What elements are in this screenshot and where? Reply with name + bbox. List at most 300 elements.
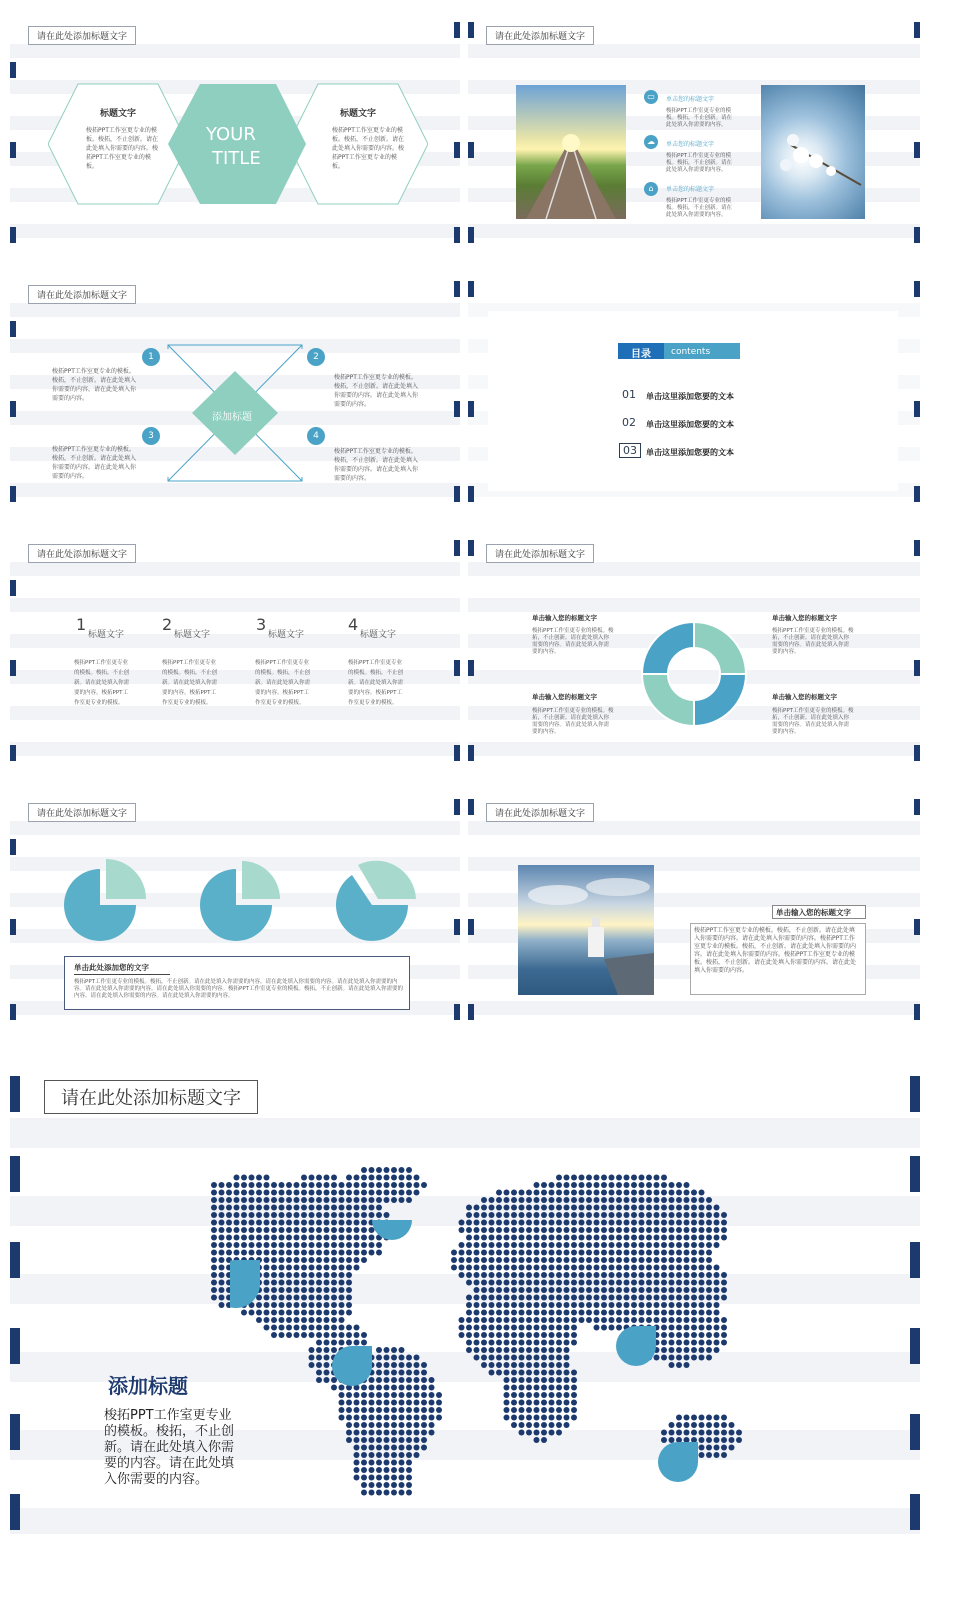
map-dot xyxy=(211,1190,217,1196)
map-dot xyxy=(249,1190,255,1196)
map-dot xyxy=(249,1182,255,1188)
map-dot xyxy=(601,1190,607,1196)
map-dot xyxy=(226,1190,232,1196)
map-dot xyxy=(211,1287,217,1293)
map-pin-4 xyxy=(616,1326,656,1366)
map-dot xyxy=(211,1227,217,1233)
map-dot xyxy=(406,1197,412,1203)
car-icon: ▭ xyxy=(644,90,658,104)
map-dot xyxy=(654,1175,660,1181)
text-box-body: 梭拓PPT工作室更专业的模板。梭拓，不止创新。请在此处填入你需要的内容。请在此处填入你需要的内容。请在此处填入你需要的内容。请在此处填入你需要的内容。请在此处填入你需要的内容。梭拓PPT工作室更专业的模板。梭拓，不止创新。请在此处填入你需要的内容。请在此处填入你需要的内容。请在此处填入你需要的内容。 xyxy=(74,979,403,999)
map-dot xyxy=(594,1175,600,1181)
map-dot xyxy=(511,1197,517,1203)
map-dot xyxy=(241,1190,247,1196)
map-dot xyxy=(504,1190,510,1196)
map-dot xyxy=(399,1175,405,1181)
map-dot xyxy=(211,1212,217,1218)
ring-item-body-4: 梭拓PPT工作室更专业的模板。梭拓，不止创新。请在此处填入你需要的内容。请在此处填入你需要的内容。 xyxy=(772,708,854,735)
col-num-1: 1 xyxy=(76,615,87,634)
map-dot xyxy=(631,1197,637,1203)
map-dot xyxy=(361,1167,367,1173)
map-dot xyxy=(616,1197,622,1203)
map-dot xyxy=(631,1182,637,1188)
map-dot xyxy=(219,1235,225,1241)
toc-heading: 目录 xyxy=(631,349,651,360)
map-dot xyxy=(219,1295,225,1301)
map-heading: 添加标题 xyxy=(108,1374,188,1398)
map-dot xyxy=(489,1197,495,1203)
item-title: 单击您的标题文字 xyxy=(666,141,715,148)
right-hex-title: 标题文字 xyxy=(340,109,377,119)
map-dot xyxy=(631,1190,637,1196)
map-dot xyxy=(601,1197,607,1203)
map-dot xyxy=(549,1182,555,1188)
map-dot xyxy=(399,1167,405,1173)
map-dot xyxy=(316,1197,322,1203)
quad-body-2: 梭拓PPT工作室更专业的模板。梭拓，不止创新。请在此处填入你需要的内容。请在此处填入你需要的内容。 xyxy=(334,374,419,408)
map-dot xyxy=(676,1197,682,1203)
map-dot xyxy=(579,1190,585,1196)
center-title-line2: TITLE xyxy=(212,148,261,169)
map-dot xyxy=(384,1175,390,1181)
slide-5 xyxy=(10,540,460,767)
map-dot xyxy=(571,1182,577,1188)
map-dot xyxy=(609,1175,615,1181)
map-dot xyxy=(661,1197,667,1203)
map-dot xyxy=(369,1167,375,1173)
map-dot xyxy=(316,1182,322,1188)
map-dot xyxy=(646,1190,652,1196)
map-pin-2 xyxy=(372,1220,412,1240)
toc-num-3: 03 xyxy=(619,443,641,458)
col-body-2: 梭拓PPT工作室更专业的模板。梭拓，不止创新。请在此处填入你需要的内容。梭拓PPT工作室更专业的模板。 xyxy=(162,660,218,706)
map-dot xyxy=(256,1175,262,1181)
slide-9 xyxy=(10,1070,920,1534)
badge-1: 1 xyxy=(142,348,160,366)
ring-item-title-2: 单击输入您的标题文字 xyxy=(772,614,837,622)
map-dot xyxy=(211,1257,217,1263)
map-dot xyxy=(294,1197,300,1203)
quad-body-1: 梭拓PPT工作室更专业的模板。梭拓，不止创新。请在此处填入你需要的内容。请在此处填入你需要的内容。 xyxy=(52,368,137,402)
map-dot xyxy=(301,1190,307,1196)
map-dot xyxy=(639,1182,645,1188)
map-dot xyxy=(219,1242,225,1248)
slide-8 xyxy=(468,799,920,1026)
map-dot xyxy=(219,1190,225,1196)
map-dot xyxy=(391,1167,397,1173)
toc-num-1: 01 xyxy=(622,388,636,401)
map-dot xyxy=(369,1197,375,1203)
ring-item-body-1: 梭拓PPT工作室更专业的模板。梭拓，不止创新。请在此处填入你需要的内容。请在此处填入你需要的内容。 xyxy=(532,628,614,655)
map-dot xyxy=(384,1167,390,1173)
map-dot xyxy=(286,1197,292,1203)
map-dot xyxy=(264,1190,270,1196)
badge-4: 4 xyxy=(307,427,325,445)
text-box-title[interactable]: 单击此处添加您的文字 xyxy=(74,963,149,972)
side-body: 梭拓PPT工作室更专业的模板。梭拓，不止创新。请在此处填入你需要的内容。请在此处填入你需要的内容。梭拓PPT工作室更专业的模板。梭拓，不止创新。请在此处填入你需要的内容。请在此处填入你需要的内容。梭拓PPT工作室更专业的模板。梭拓，不止创新。请在此处填入你需要的内容。请在此处填入你需要的内容。 xyxy=(694,927,857,974)
map-dot xyxy=(661,1182,667,1188)
blossom-photo xyxy=(761,85,865,219)
map-dot xyxy=(339,1197,345,1203)
map-dot xyxy=(534,1197,540,1203)
map-dot xyxy=(399,1182,405,1188)
map-dot xyxy=(564,1175,570,1181)
map-dot xyxy=(496,1190,502,1196)
col-title-4: 标题文字 xyxy=(360,630,397,640)
map-dot xyxy=(421,1182,427,1188)
left-hex-body: 梭拓PPT工作室更专业的模板。梭拓，不止创新。请在此处填入你需要的内容。梭拓PPT工作室更专业的模板。 xyxy=(86,127,159,170)
map-dot xyxy=(316,1175,322,1181)
toc-item-1[interactable]: 单击这里添加您要的文本 xyxy=(646,392,734,401)
map-dot xyxy=(406,1190,412,1196)
map-dot xyxy=(271,1197,277,1203)
slide-title-tag[interactable]: 请在此处添加标题文字 xyxy=(486,26,594,45)
map-dot xyxy=(391,1197,397,1203)
map-dot xyxy=(256,1197,262,1203)
map-dot xyxy=(211,1280,217,1286)
side-title: 单击输入您的标题文字 xyxy=(776,908,851,917)
map-dot xyxy=(526,1197,532,1203)
col-body-3: 梭拓PPT工作室更专业的模板。梭拓，不止创新。请在此处填入你需要的内容。梭拓PPT工作室更专业的模板。 xyxy=(255,660,311,706)
map-dot xyxy=(219,1182,225,1188)
map-dot xyxy=(571,1190,577,1196)
map-dot xyxy=(346,1190,352,1196)
map-dot xyxy=(541,1197,547,1203)
map-dot xyxy=(616,1175,622,1181)
map-dot xyxy=(211,1250,217,1256)
map-dot xyxy=(376,1175,382,1181)
ring-item-body-3: 梭拓PPT工作室更专业的模板。梭拓，不止创新。请在此处填入你需要的内容。请在此处填入你需要的内容。 xyxy=(532,708,614,735)
map-dot xyxy=(384,1182,390,1188)
item-body: 梭拓PPT工作室更专业的模板。梭拓，不止创新。请在此处填入你需要的内容。 xyxy=(666,153,733,173)
map-dot xyxy=(594,1190,600,1196)
map-dot xyxy=(226,1182,232,1188)
map-dot xyxy=(654,1197,660,1203)
map-dot xyxy=(496,1197,502,1203)
col-num-2: 2 xyxy=(162,615,173,634)
map-dot xyxy=(624,1190,630,1196)
map-dot xyxy=(534,1190,540,1196)
map-dot xyxy=(391,1190,397,1196)
map-dot xyxy=(654,1190,660,1196)
map-dot xyxy=(586,1190,592,1196)
ring-item-title-4: 单击输入您的标题文字 xyxy=(772,693,837,701)
map-dot xyxy=(271,1182,277,1188)
map-dot xyxy=(264,1175,270,1181)
map-dot xyxy=(219,1272,225,1278)
item-body: 梭拓PPT工作室更专业的模板。梭拓，不止创新。请在此处填入你需要的内容。 xyxy=(666,198,733,218)
map-dot xyxy=(571,1197,577,1203)
slide-4 xyxy=(468,281,920,508)
map-dot xyxy=(346,1197,352,1203)
harbor-photo xyxy=(518,865,654,995)
left-hex-title: 标题文字 xyxy=(100,109,137,119)
slide-title-tag[interactable]: 请在此处添加标题文字 xyxy=(28,803,136,822)
map-dot xyxy=(354,1197,360,1203)
map-dot xyxy=(211,1235,217,1241)
col-title-2: 标题文字 xyxy=(174,630,211,640)
map-dot xyxy=(684,1182,690,1188)
map-dot xyxy=(369,1190,375,1196)
map-dot xyxy=(211,1242,217,1248)
map-dot xyxy=(219,1197,225,1203)
map-dot xyxy=(684,1190,690,1196)
map-dot xyxy=(511,1190,517,1196)
map-dot xyxy=(331,1175,337,1181)
map-dot xyxy=(699,1197,705,1203)
slide-title-tag[interactable]: 请在此处添加标题文字 xyxy=(28,285,136,304)
slide-2 xyxy=(468,22,920,249)
map-dot xyxy=(324,1175,330,1181)
pie-charts xyxy=(60,855,420,947)
map-dot xyxy=(309,1197,315,1203)
toc-num-2: 02 xyxy=(622,416,636,429)
map-dot xyxy=(301,1197,307,1203)
map-dot xyxy=(646,1197,652,1203)
map-dot xyxy=(609,1190,615,1196)
map-pin-3 xyxy=(332,1346,372,1386)
map-dot xyxy=(346,1182,352,1188)
slide-title-tag[interactable]: 请在此处添加标题文字 xyxy=(28,26,136,45)
map-dot xyxy=(639,1197,645,1203)
map-dot xyxy=(234,1175,240,1181)
map-dot xyxy=(354,1182,360,1188)
map-dot xyxy=(264,1197,270,1203)
map-body: 梭拓PPT工作室更专业的模板。梭拓，不止创新。请在此处填入你需要的内容。请在此处填入你需要的内容。 xyxy=(104,1408,235,1487)
item-title: 单击您的标题文字 xyxy=(666,96,715,103)
map-dot xyxy=(624,1182,630,1188)
map-dot xyxy=(526,1190,532,1196)
badge-3: 3 xyxy=(142,427,160,445)
map-dot xyxy=(684,1197,690,1203)
map-dot xyxy=(226,1197,232,1203)
map-pin-1 xyxy=(230,1260,260,1308)
map-pins xyxy=(230,1210,750,1510)
map-dot xyxy=(279,1197,285,1203)
map-dot xyxy=(256,1182,262,1188)
map-dot xyxy=(361,1175,367,1181)
blossom-branch xyxy=(761,85,865,219)
map-dot xyxy=(286,1190,292,1196)
map-dot xyxy=(564,1182,570,1188)
map-dot xyxy=(339,1182,345,1188)
map-dot xyxy=(241,1182,247,1188)
map-dot xyxy=(534,1182,540,1188)
map-dot xyxy=(406,1175,412,1181)
map-dot xyxy=(256,1190,262,1196)
map-dot xyxy=(219,1287,225,1293)
slide-7 xyxy=(10,799,460,1026)
map-dot xyxy=(504,1197,510,1203)
map-dot xyxy=(579,1182,585,1188)
map-dot xyxy=(601,1182,607,1188)
map-dot xyxy=(564,1190,570,1196)
ring-item-body-2: 梭拓PPT工作室更专业的模板。梭拓，不止创新。请在此处填入你需要的内容。请在此处填入你需要的内容。 xyxy=(772,628,854,655)
map-dot xyxy=(286,1182,292,1188)
item-body: 梭拓PPT工作室更专业的模板。梭拓，不止创新。请在此处填入你需要的内容。 xyxy=(666,108,733,128)
map-dot xyxy=(399,1190,405,1196)
map-dot xyxy=(586,1182,592,1188)
cloud-icon: ☁ xyxy=(644,135,658,149)
map-dot xyxy=(376,1167,382,1173)
map-dot xyxy=(361,1197,367,1203)
map-dot xyxy=(624,1197,630,1203)
map-dot xyxy=(631,1175,637,1181)
map-dot xyxy=(294,1182,300,1188)
map-dot xyxy=(369,1175,375,1181)
diagram-center-label: 添加标题 xyxy=(212,412,252,423)
map-dot xyxy=(549,1190,555,1196)
map-dot xyxy=(661,1175,667,1181)
map-dot xyxy=(541,1190,547,1196)
map-dot xyxy=(331,1190,337,1196)
map-dot xyxy=(564,1197,570,1203)
map-dot xyxy=(556,1182,562,1188)
map-dot xyxy=(519,1190,525,1196)
map-dot xyxy=(331,1197,337,1203)
map-dot xyxy=(384,1197,390,1203)
map-dot xyxy=(391,1175,397,1181)
map-dot xyxy=(384,1190,390,1196)
map-dot xyxy=(249,1175,255,1181)
map-dot xyxy=(241,1175,247,1181)
map-dot xyxy=(301,1175,307,1181)
map-dot xyxy=(579,1175,585,1181)
pie-2-slice xyxy=(242,861,280,899)
map-dot xyxy=(211,1265,217,1271)
col-title-3: 标题文字 xyxy=(268,630,305,640)
map-dot xyxy=(646,1175,652,1181)
map-dot xyxy=(414,1182,420,1188)
map-dot xyxy=(691,1190,697,1196)
slide-title-tag[interactable]: 请在此处添加标题文字 xyxy=(486,803,594,822)
map-dot xyxy=(354,1175,360,1181)
slide-title-tag[interactable]: 请在此处添加标题文字 xyxy=(486,544,594,563)
map-dot xyxy=(234,1182,240,1188)
map-dot xyxy=(639,1190,645,1196)
col-num-4: 4 xyxy=(348,615,359,634)
map-dot xyxy=(361,1182,367,1188)
map-dot xyxy=(556,1197,562,1203)
map-dot xyxy=(211,1182,217,1188)
map-dot xyxy=(331,1182,337,1188)
map-dot xyxy=(706,1197,712,1203)
map-dot xyxy=(661,1190,667,1196)
col-title-1: 标题文字 xyxy=(88,630,125,640)
map-dot xyxy=(369,1182,375,1188)
map-dot xyxy=(571,1175,577,1181)
map-dot xyxy=(406,1182,412,1188)
toc-item-2[interactable]: 单击这里添加您要的文本 xyxy=(646,420,734,429)
map-dot xyxy=(376,1190,382,1196)
map-dot xyxy=(691,1197,697,1203)
map-dot xyxy=(211,1205,217,1211)
pie-1-slice xyxy=(106,859,146,899)
map-dot xyxy=(316,1190,322,1196)
pie-3-slice xyxy=(358,861,416,899)
map-dot xyxy=(234,1197,240,1203)
map-dot xyxy=(211,1295,217,1301)
map-dot xyxy=(586,1175,592,1181)
center-title-line1: YOUR xyxy=(206,124,256,145)
map-dot xyxy=(219,1265,225,1271)
col-num-3: 3 xyxy=(256,615,267,634)
map-dot xyxy=(646,1182,652,1188)
slide-title-tag[interactable]: 请在此处添加标题文字 xyxy=(28,544,136,563)
col-body-4: 梭拓PPT工作室更专业的模板。梭拓，不止创新。请在此处填入你需要的内容。梭拓PPT工作室更专业的模板。 xyxy=(348,660,404,706)
ring-item-title-1: 单击输入您的标题文字 xyxy=(532,614,597,622)
map-dot xyxy=(519,1197,525,1203)
boat-scene xyxy=(518,865,654,995)
toc-heading-en: contents xyxy=(671,347,711,357)
map-dot xyxy=(301,1182,307,1188)
map-dot xyxy=(676,1182,682,1188)
map-dot xyxy=(669,1182,675,1188)
railway-photo xyxy=(516,85,626,219)
right-hex-body: 梭拓PPT工作室更专业的模板。梭拓，不止创新。请在此处填入你需要的内容。梭拓PPT工作室更专业的模板。 xyxy=(332,127,405,170)
big-slide-title[interactable]: 请在此处添加标题文字 xyxy=(44,1080,258,1114)
map-pin-5 xyxy=(658,1442,698,1482)
map-dot xyxy=(594,1182,600,1188)
map-dot xyxy=(669,1190,675,1196)
map-dot xyxy=(264,1182,270,1188)
map-dot xyxy=(376,1197,382,1203)
quad-body-4: 梭拓PPT工作室更专业的模板。梭拓，不止创新。请在此处填入你需要的内容。请在此处填入你需要的内容。 xyxy=(334,448,419,482)
map-dot xyxy=(699,1190,705,1196)
ring-item-title-3: 单击输入您的标题文字 xyxy=(532,693,597,701)
map-dot xyxy=(219,1280,225,1286)
map-dot xyxy=(324,1190,330,1196)
map-dot xyxy=(549,1197,555,1203)
map-dot xyxy=(339,1190,345,1196)
map-dot xyxy=(586,1197,592,1203)
map-dot xyxy=(279,1190,285,1196)
toc-item-3[interactable]: 单击这里添加您要的文本 xyxy=(646,448,734,457)
map-dot xyxy=(414,1190,420,1196)
map-dot xyxy=(639,1175,645,1181)
map-dot xyxy=(211,1197,217,1203)
ring-diagram xyxy=(640,620,748,728)
map-dot xyxy=(541,1182,547,1188)
map-dot xyxy=(414,1175,420,1181)
map-dot xyxy=(616,1190,622,1196)
map-dot xyxy=(361,1190,367,1196)
home-icon: ⌂ xyxy=(644,182,658,196)
map-dot xyxy=(279,1182,285,1188)
map-dot xyxy=(609,1197,615,1203)
map-dot xyxy=(219,1250,225,1256)
map-dot xyxy=(309,1190,315,1196)
map-dot xyxy=(211,1220,217,1226)
text-box-divider xyxy=(74,974,170,975)
item-title: 单击您的标题文字 xyxy=(666,186,715,193)
map-dot xyxy=(594,1197,600,1203)
slide-6 xyxy=(468,540,920,767)
map-dot xyxy=(654,1182,660,1188)
map-dot xyxy=(309,1182,315,1188)
map-dot xyxy=(309,1175,315,1181)
map-dot xyxy=(399,1197,405,1203)
quad-body-3: 梭拓PPT工作室更专业的模板。梭拓，不止创新。请在此处填入你需要的内容。请在此处填入你需要的内容。 xyxy=(52,446,137,480)
map-dot xyxy=(676,1190,682,1196)
map-dot xyxy=(391,1182,397,1188)
map-dot xyxy=(481,1197,487,1203)
map-dot xyxy=(346,1175,352,1181)
map-dot xyxy=(219,1220,225,1226)
col-body-1: 梭拓PPT工作室更专业的模板。梭拓，不止创新。请在此处填入你需要的内容。梭拓PPT工作室更专业的模板。 xyxy=(74,660,130,706)
map-dot xyxy=(249,1197,255,1203)
map-dot xyxy=(219,1205,225,1211)
